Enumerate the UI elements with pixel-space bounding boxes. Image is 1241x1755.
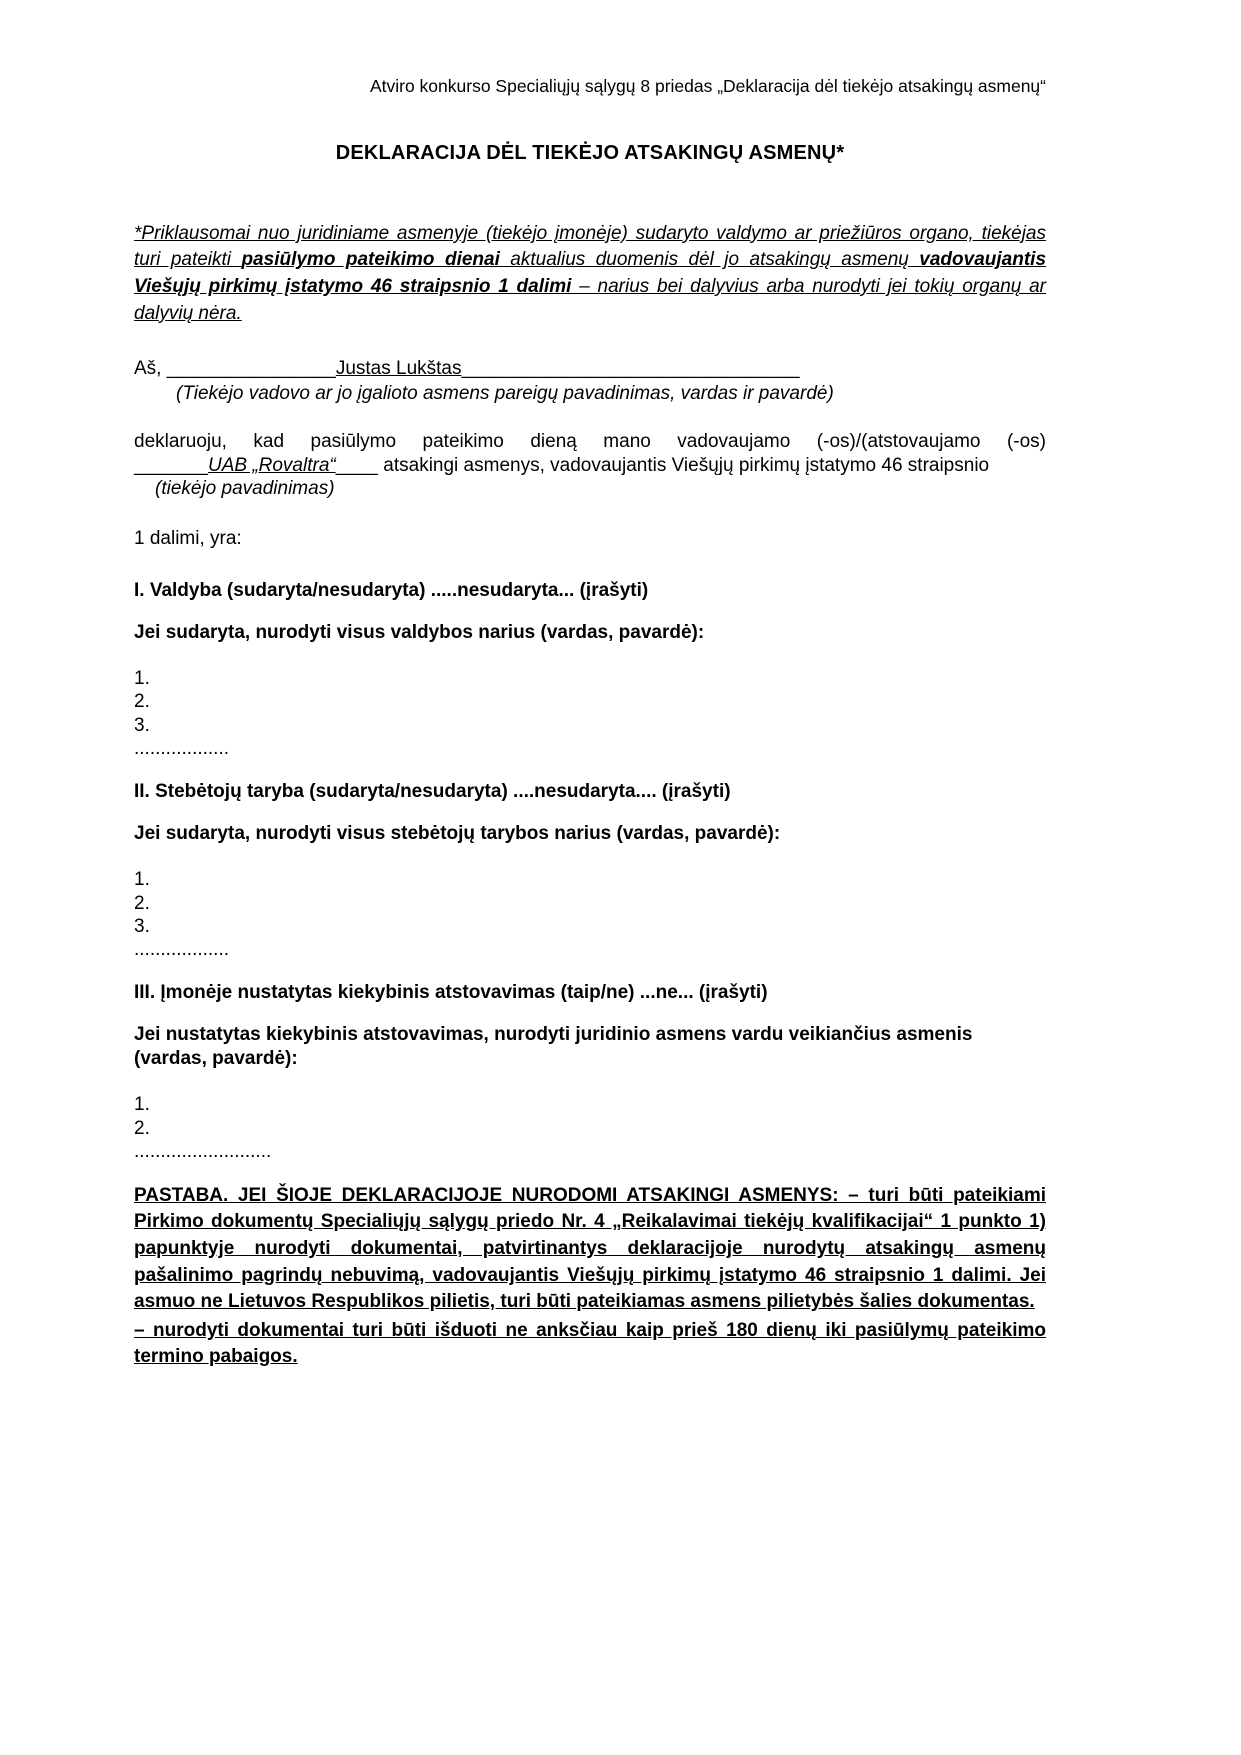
declaration-line-1: deklaruoju, kad pasiūlymo pateikimo dieną mano vadovaujamo (-os)/(atstovaujamo (-os)	[134, 430, 1046, 452]
signature-blank-right: ________________________________	[461, 358, 800, 380]
signature-prefix: Aš,	[134, 358, 167, 380]
list-item: 2.	[134, 1117, 150, 1139]
note-paragraph-1: PASTABA. JEI ŠIOJE DEKLARACIJOJE NURODOMI ATSAKINGI ASMENYS: – turi būti pateikiami Pirkimo dokumentų Specialiųjų sąlygų priedo Nr. 4 „Reikalavimai tiekėjų kvalifikacijai“ 1 punkto 1) papunktyje nurodyti dokumentai, patvirtinantys deklaracijoje nurodytų atsakingų asmenų pašalinimo pagrindų nebuvimą, vadovaujantis Viešųjų pirkimų įstatymo 46 straipsnio 1 dalimi. Jei asmuo ne Lietuvos Respublikos pilietis, turi būti pateikiamas asmens pilietybės šalies dokumentas.	[134, 1184, 1046, 1313]
list-item: 1.	[134, 869, 150, 891]
list-item: 2.	[134, 691, 150, 713]
signature-caption: (Tiekėjo vadovo ar jo įgalioto asmens pareigų pavadinimas, vardas ir pavardė)	[176, 383, 834, 404]
section-heading: I. Valdyba (sudaryta/nesudaryta) .....nesudaryta... (įrašyti)	[134, 579, 649, 601]
section-subheading: Jei nustatytas kiekybinis atstovavimas, nurodyti juridinio asmens vardu veikiančius asmenis (vardas, pavardė):	[134, 1023, 973, 1069]
intro-segment-4-bold: vadovaujantis Viešųjų pirkimų įstatymo 46 straipsnio 1 dalimi	[134, 249, 1047, 298]
signer-name: Justas Lukštas	[335, 358, 462, 380]
intro-segment-2-bold: pasiūlymo pateikimo dienai	[241, 249, 500, 271]
intro-segment-3: aktualius duomenis dėl jo atsakingų asmenų	[499, 249, 920, 271]
intro-segment-5: – narius bei dalyvius arba nurodyti jei tokių organų ar dalyvių nėra.	[134, 276, 1046, 324]
supplier-name-caption: (tiekėjo pavadinimas)	[155, 478, 335, 500]
section-heading: II. Stebėtojų taryba (sudaryta/nesudaryta) ....nesudaryta.... (įrašyti)	[134, 780, 731, 802]
dotted-line: ..................	[134, 737, 230, 759]
dotted-line: ..........................	[134, 1140, 272, 1162]
section-subheading: Jei sudaryta, nurodyti visus valdybos narius (vardas, pavardė):	[134, 621, 705, 643]
declaration-closing: 1 dalimi, yra:	[134, 528, 242, 549]
list-item: 1.	[134, 1094, 150, 1116]
signature-line	[134, 357, 1046, 381]
list-item: 3.	[134, 714, 150, 736]
dotted-line: ..................	[134, 938, 230, 960]
intro-paragraph	[134, 221, 1046, 327]
declaration-line-2	[134, 454, 1046, 478]
list-item: 3.	[134, 915, 150, 937]
section-kiekybinis-atstovavimas	[134, 981, 1046, 1163]
note-paragraph-2: – nurodyti dokumentai turi būti išduoti ne anksčiau kaip prieš 180 dienų iki pasiūlymų pateikimo termino pabaigos.	[134, 1319, 1046, 1368]
declaration-continuation: atsakingi asmenys, vadovaujantis Viešųjų pirkimų įstatymo 46 straipsnio	[378, 454, 990, 476]
list-item: 1.	[134, 668, 150, 690]
document-header-note: Atviro konkurso Specialiųjų sąlygų 8 priedas „Deklaracija dėl tiekėjo atsakingų asmenų“	[369, 76, 1046, 96]
document-title: DEKLARACIJA DĖL TIEKĖJO ATSAKINGŲ ASMENŲ*	[335, 141, 845, 164]
section-subheading: Jei sudaryta, nurodyti visus stebėtojų tarybos narius (vardas, pavardė):	[134, 822, 781, 844]
section-heading: III. Įmonėje nustatytas kiekybinis atstovavimas (taip/ne) ...ne... (įrašyti)	[134, 982, 768, 1004]
company-blank-left: _______	[134, 454, 208, 476]
signature-blank-left: ________________	[166, 358, 336, 380]
section-stebetoju-taryba	[134, 780, 1046, 961]
intro-segment-1: *Priklausomai nuo juridiniame asmenyje (tiekėjo įmonėje) sudaryto valdymo ar priežiūros organo, tiekėjas turi pateikti	[134, 222, 1046, 271]
company-blank-right: ____	[335, 454, 378, 476]
company-name: UAB „Rovaltra“	[207, 454, 336, 476]
list-item: 2.	[134, 892, 150, 914]
section-valdyba	[134, 579, 1046, 760]
